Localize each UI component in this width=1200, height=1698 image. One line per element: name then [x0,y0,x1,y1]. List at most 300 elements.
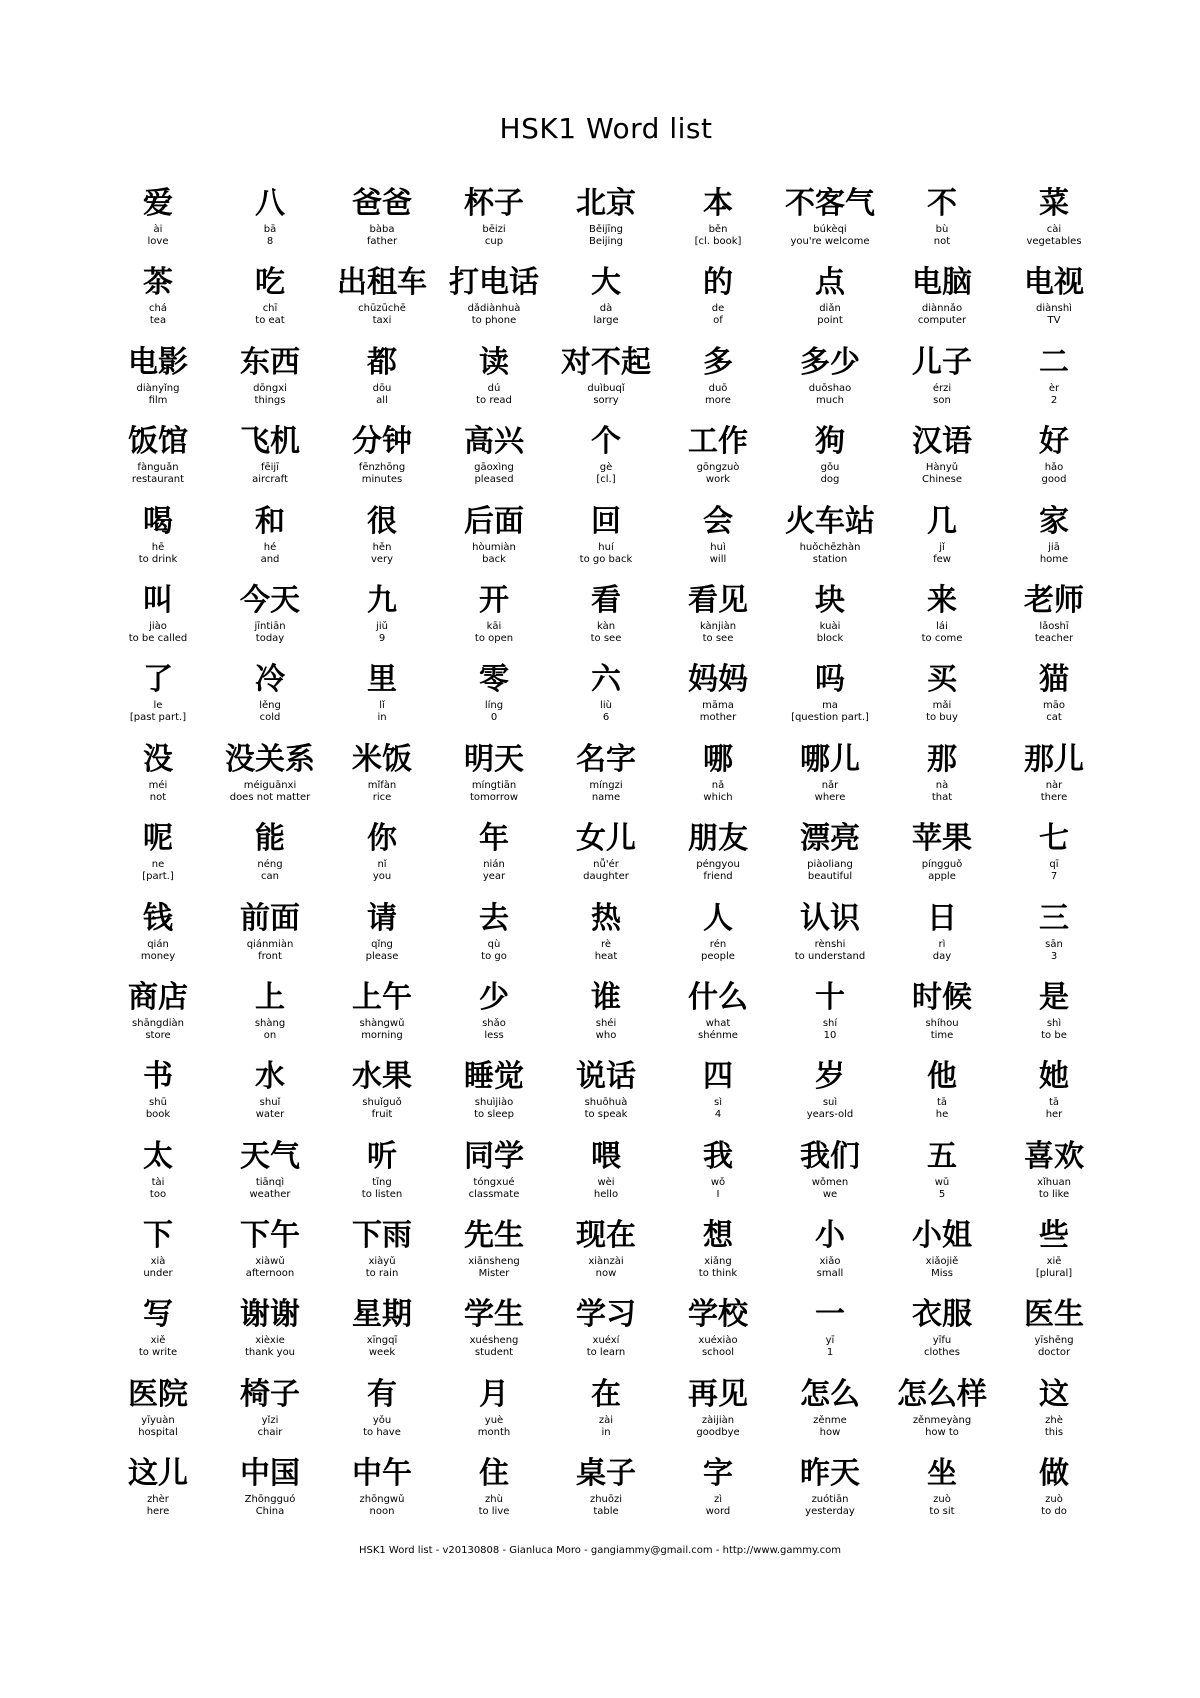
word-hanzi: 再见 [688,1376,748,1412]
word-hanzi: 吃 [255,265,285,301]
word-pinyin: shuìjiào [474,1097,514,1109]
word-english: table [593,1506,619,1518]
word-pinyin: qián [147,938,169,950]
word-pinyin: érzi [932,382,952,394]
word-english: [cl.] [596,474,616,486]
word-pinyin: nǎ [711,779,725,791]
word-pinyin: qǐng [371,938,393,950]
word-english: thank you [244,1347,296,1359]
word-pinyin: sì [714,1097,722,1109]
word-entry [326,901,438,980]
word-hanzi: 女儿 [576,821,636,857]
word-english: on [263,1029,277,1041]
word-entry [774,345,886,424]
word-entry [774,1297,886,1376]
word-entry [102,901,214,980]
word-entry [998,1456,1110,1535]
word-entry [774,265,886,344]
word-pinyin: zěnmeyàng [912,1414,972,1426]
word-entry [214,1218,326,1297]
word-entry [326,1218,438,1297]
word-hanzi: 哪 [703,741,733,777]
word-pinyin: rén [709,938,727,950]
word-english: father [366,236,398,247]
word-english: week [368,1347,396,1359]
word-pinyin: bù [935,224,949,235]
word-english: to buy [926,712,958,724]
word-hanzi: 猫 [1039,662,1069,698]
page-footer: HSK1 Word list - v20130808 - Gianluca Moro - gangiammy@gmail.com - http://www.gammy.com [358,1545,842,1556]
word-entry [662,1377,774,1456]
word-pinyin: shí [822,1017,838,1029]
word-entry [102,345,214,424]
word-english: word [705,1506,731,1518]
word-hanzi: 水 [255,1059,285,1095]
word-pinyin: lǎoshī [1039,620,1069,632]
word-hanzi: 这儿 [128,1456,188,1492]
word-pinyin: péngyou [696,859,740,871]
word-pinyin: duōshao [808,382,852,394]
word-pinyin: xuéxiào [698,1335,738,1347]
word-entry [662,1059,774,1138]
word-pinyin: zuótiān [811,1494,849,1506]
word-hanzi: 五 [927,1138,957,1174]
word-english: goodbye [696,1426,740,1438]
word-pinyin: shuōhuà [584,1097,628,1109]
word-hanzi: 三 [1039,900,1069,936]
word-entry [326,583,438,662]
word-english: 7 [1050,871,1058,883]
word-english: to do [1041,1506,1067,1518]
word-hanzi: 小姐 [912,1218,972,1254]
word-english: under [143,1268,173,1280]
word-pinyin: yǒu [372,1414,392,1426]
word-hanzi: 我 [703,1138,733,1174]
word-hanzi: 七 [1039,821,1069,857]
word-english: son [933,394,951,406]
word-english: dog [820,474,840,486]
word-hanzi: 写 [143,1297,173,1333]
word-entry [774,186,886,265]
word-pinyin: méi [148,779,168,791]
word-english: doctor [1037,1347,1071,1359]
word-english: he [935,1109,949,1121]
word-hanzi: 都 [367,344,397,380]
word-hanzi: 会 [703,503,733,539]
word-entry [662,821,774,900]
word-english: Beijing [588,236,624,247]
word-pinyin: shàng [254,1017,286,1029]
word-english: 10 [823,1029,837,1041]
word-pinyin: diànyǐng [136,382,180,394]
word-pinyin: qī [1049,859,1059,871]
word-pinyin: zěnme [813,1414,847,1426]
word-english: friend [703,871,733,883]
word-hanzi: 昨天 [800,1456,860,1492]
word-pinyin: Zhōngguó [244,1494,296,1506]
word-english: computer [917,315,967,327]
word-entry [550,980,662,1059]
word-pinyin: le [153,700,163,712]
word-entry [998,980,1110,1059]
word-entry [438,821,550,900]
word-english: noon [369,1506,395,1518]
word-pinyin: xiǎng [704,1256,732,1268]
word-english: small [816,1268,844,1280]
word-entry [438,742,550,821]
word-entry [998,662,1110,741]
word-hanzi: 钱 [143,900,173,936]
word-hanzi: 热 [591,900,621,936]
word-english: 9 [378,632,386,644]
word-pinyin: shíhou [925,1017,959,1029]
word-pinyin: chá [149,303,167,315]
word-english: minutes [361,474,403,486]
word-hanzi: 中国 [240,1456,300,1492]
word-entry [886,1297,998,1376]
word-entry [438,1059,550,1138]
word-hanzi: 大 [591,265,621,301]
word-english: her [1045,1109,1063,1121]
word-english: beautiful [807,871,853,883]
word-hanzi: 饭馆 [128,424,188,460]
word-pinyin: xiě [150,1335,166,1347]
word-pinyin: xiānsheng [468,1256,520,1268]
word-hanzi: 家 [1039,503,1069,539]
word-english: to sleep [474,1109,514,1121]
word-english: that [931,791,953,803]
word-english: now [595,1268,617,1280]
word-english: 8 [266,236,274,247]
word-english: year [482,871,506,883]
word-hanzi: 飞机 [240,424,300,460]
word-hanzi: 爸爸 [352,186,412,221]
word-entry [214,821,326,900]
word-pinyin: kuài [819,620,841,632]
word-hanzi: 先生 [464,1218,524,1254]
word-entry [998,1377,1110,1456]
word-entry [326,345,438,424]
word-entry [102,980,214,1059]
word-pinyin: piàoliang [807,859,853,871]
word-entry [774,504,886,583]
word-english: money [140,950,176,962]
word-entry [550,186,662,265]
word-hanzi: 怎么 [800,1376,860,1412]
word-entry [438,504,550,583]
word-english: we [822,1188,838,1200]
word-pinyin: tīng [372,1176,392,1188]
word-pinyin: diànnǎo [921,303,963,315]
word-pinyin: míngtiān [471,779,517,791]
word-entry [886,1377,998,1456]
word-entry [214,345,326,424]
word-hanzi: 漂亮 [800,821,860,857]
word-entry [326,662,438,741]
word-pinyin: hòumiàn [472,541,516,553]
word-pinyin: xīngqī [366,1335,398,1347]
word-hanzi: 里 [367,662,397,698]
word-english: less [484,1029,504,1041]
word-entry [550,662,662,741]
word-english: who [595,1029,617,1041]
word-english: to think [698,1268,738,1280]
word-pinyin: nà [935,779,949,791]
word-entry [438,583,550,662]
word-hanzi: 分钟 [352,424,412,460]
word-english: work [705,474,731,486]
word-english: station [812,553,848,565]
word-hanzi: 椅子 [240,1376,300,1412]
word-pinyin: dǎdiànhuà [467,303,521,315]
word-pinyin: wǔ [934,1176,950,1188]
word-hanzi: 名字 [576,741,636,777]
word-entry [438,1297,550,1376]
word-entry [214,186,326,265]
word-grid [102,186,1200,1536]
word-hanzi: 商店 [128,979,188,1015]
word-hanzi: 和 [255,503,285,539]
word-hanzi: 六 [591,662,621,698]
word-pinyin: gōngzuò [696,462,740,474]
word-pinyin: zhè [1045,1414,1063,1426]
word-hanzi: 儿子 [912,344,972,380]
word-hanzi: 谁 [591,979,621,1015]
word-hanzi: 没关系 [225,741,315,777]
word-hanzi: 怎么样 [897,1376,987,1412]
word-entry [886,265,998,344]
word-entry [326,265,438,344]
word-pinyin: yīfu [932,1335,952,1347]
word-pinyin: ma [822,700,838,712]
word-pinyin: nàr [1045,779,1063,791]
word-entry [886,901,998,980]
word-english: 5 [938,1188,946,1200]
word-pinyin: tā [1048,1097,1060,1109]
word-entry [998,424,1110,503]
word-hanzi: 菜 [1039,186,1069,221]
word-entry [662,583,774,662]
word-entry [550,265,662,344]
word-pinyin: liù [600,700,612,712]
word-english: which [703,791,733,803]
word-entry [550,1139,662,1218]
word-entry [662,1139,774,1218]
word-english: how [819,1426,841,1438]
word-pinyin: sān [1045,938,1063,950]
word-english: back [482,553,506,565]
word-hanzi: 八 [255,186,285,221]
word-hanzi: 出租车 [337,265,427,301]
word-entry [550,1297,662,1376]
word-english: home [1039,553,1069,565]
word-english: shénme [698,1029,738,1041]
word-hanzi: 高兴 [464,424,524,460]
word-entry [774,424,886,503]
word-english: heat [594,950,618,962]
word-pinyin: shū [149,1097,167,1109]
word-hanzi: 日 [927,900,957,936]
word-english: to see [702,632,734,644]
word-english: [cl. book] [694,236,742,247]
word-english: aircraft [252,474,288,486]
word-hanzi: 今天 [240,582,300,618]
word-hanzi: 认识 [800,900,860,936]
word-hanzi: 东西 [240,344,300,380]
word-pinyin: yīshēng [1034,1335,1074,1347]
word-hanzi: 哪儿 [800,741,860,777]
word-hanzi: 水果 [352,1059,412,1095]
word-english: can [261,871,279,883]
word-pinyin: chī [262,303,278,315]
word-english: to drink [138,553,178,565]
word-pinyin: mǎi [932,700,952,712]
word-hanzi: 下午 [240,1218,300,1254]
word-hanzi: 他 [927,1059,957,1095]
word-entry [214,1297,326,1376]
word-hanzi: 一 [815,1297,845,1333]
word-hanzi: 看 [591,582,621,618]
word-english: book [145,1109,171,1121]
word-hanzi: 冷 [255,662,285,698]
word-pinyin: jiǔ [376,620,388,632]
word-hanzi: 天气 [240,1138,300,1174]
word-entry [550,504,662,583]
word-pinyin: èr [1048,382,1060,394]
word-pinyin: xiǎo [819,1256,841,1268]
word-english: day [932,950,952,962]
word-hanzi: 谢谢 [240,1297,300,1333]
word-english: to learn [586,1347,626,1359]
word-hanzi: 喂 [591,1138,621,1174]
word-hanzi: 年 [479,821,509,857]
word-english: month [477,1426,511,1438]
word-english: too [149,1188,167,1200]
word-pinyin: zhù [485,1494,503,1506]
word-hanzi: 太 [143,1138,173,1174]
word-pinyin: nǚ'ér [593,859,619,871]
word-hanzi: 呢 [143,821,173,857]
word-pinyin: Hànyǔ [925,462,959,474]
word-hanzi: 块 [815,582,845,618]
word-entry [998,1218,1110,1297]
word-hanzi: 你 [367,821,397,857]
word-pinyin: what [705,1017,731,1029]
word-entry [326,742,438,821]
word-hanzi: 读 [479,344,509,380]
word-pinyin: yīyuàn [141,1414,175,1426]
word-entry [102,265,214,344]
word-pinyin: zuò [933,1494,951,1506]
word-entry [662,742,774,821]
word-hanzi: 书 [143,1059,173,1095]
word-pinyin: zài [598,1414,614,1426]
word-hanzi: 电脑 [912,265,972,301]
word-english: to understand [794,950,866,962]
word-hanzi: 电视 [1024,265,1084,301]
word-pinyin: búkèqi [813,224,847,235]
word-entry [550,821,662,900]
word-entry [550,1059,662,1138]
word-entry [214,980,326,1059]
word-pinyin: huǒchēzhàn [799,541,861,553]
word-english: hello [593,1188,619,1200]
word-entry [326,980,438,1059]
word-english: to go [481,950,507,962]
word-pinyin: kāi [486,620,502,632]
word-entry [550,1456,662,1535]
word-entry [102,821,214,900]
word-entry [886,583,998,662]
word-hanzi: 多 [703,344,733,380]
word-english: in [601,1426,611,1438]
word-english: people [701,950,735,962]
word-entry [886,1059,998,1138]
word-english: to have [363,1426,401,1438]
word-english: in [377,712,387,724]
word-pinyin: fēnzhōng [358,462,406,474]
word-hanzi: 汉语 [912,424,972,460]
word-pinyin: shàngwǔ [359,1017,405,1029]
word-pinyin: zì [713,1494,723,1506]
word-entry [550,901,662,980]
word-hanzi: 做 [1039,1456,1069,1492]
word-english: not [149,791,167,803]
word-hanzi: 不客气 [785,186,875,221]
word-entry [438,662,550,741]
word-english: to be called [128,632,188,644]
word-english: to phone [471,315,517,327]
word-entry [102,583,214,662]
word-entry [102,1377,214,1456]
word-hanzi: 了 [143,662,173,698]
word-english: to read [476,394,512,406]
word-english: vegetables [1026,236,1082,247]
word-pinyin: shuǐguǒ [362,1097,402,1109]
word-pinyin: rì [938,938,946,950]
word-entry [662,980,774,1059]
word-entry [662,901,774,980]
word-entry [774,1456,886,1535]
word-english: will [709,553,727,565]
word-pinyin: jǐ [939,541,945,553]
word-pinyin: wèi [597,1176,615,1188]
word-english: time [930,1029,954,1041]
word-entry [214,1139,326,1218]
word-hanzi: 的 [703,265,733,301]
word-hanzi: 住 [479,1456,509,1492]
word-entry [774,583,886,662]
word-pinyin: bàba [369,224,395,235]
word-entry [550,742,662,821]
word-english: block [816,632,844,644]
word-english: school [701,1347,735,1359]
word-hanzi: 打电话 [449,265,539,301]
word-entry [102,504,214,583]
word-hanzi: 电影 [128,344,188,380]
word-pinyin: wǒ [710,1176,726,1188]
word-english: to speak [584,1109,628,1121]
word-pinyin: xiǎojiě [925,1256,959,1268]
word-hanzi: 朋友 [688,821,748,857]
word-pinyin: shāngdiàn [132,1017,184,1029]
word-english: to be [1041,1029,1067,1041]
word-pinyin: wǒmen [811,1176,849,1188]
word-pinyin: de [711,303,725,315]
word-entry [998,742,1110,821]
word-pinyin: nǐ [377,859,387,871]
word-entry [326,1297,438,1376]
